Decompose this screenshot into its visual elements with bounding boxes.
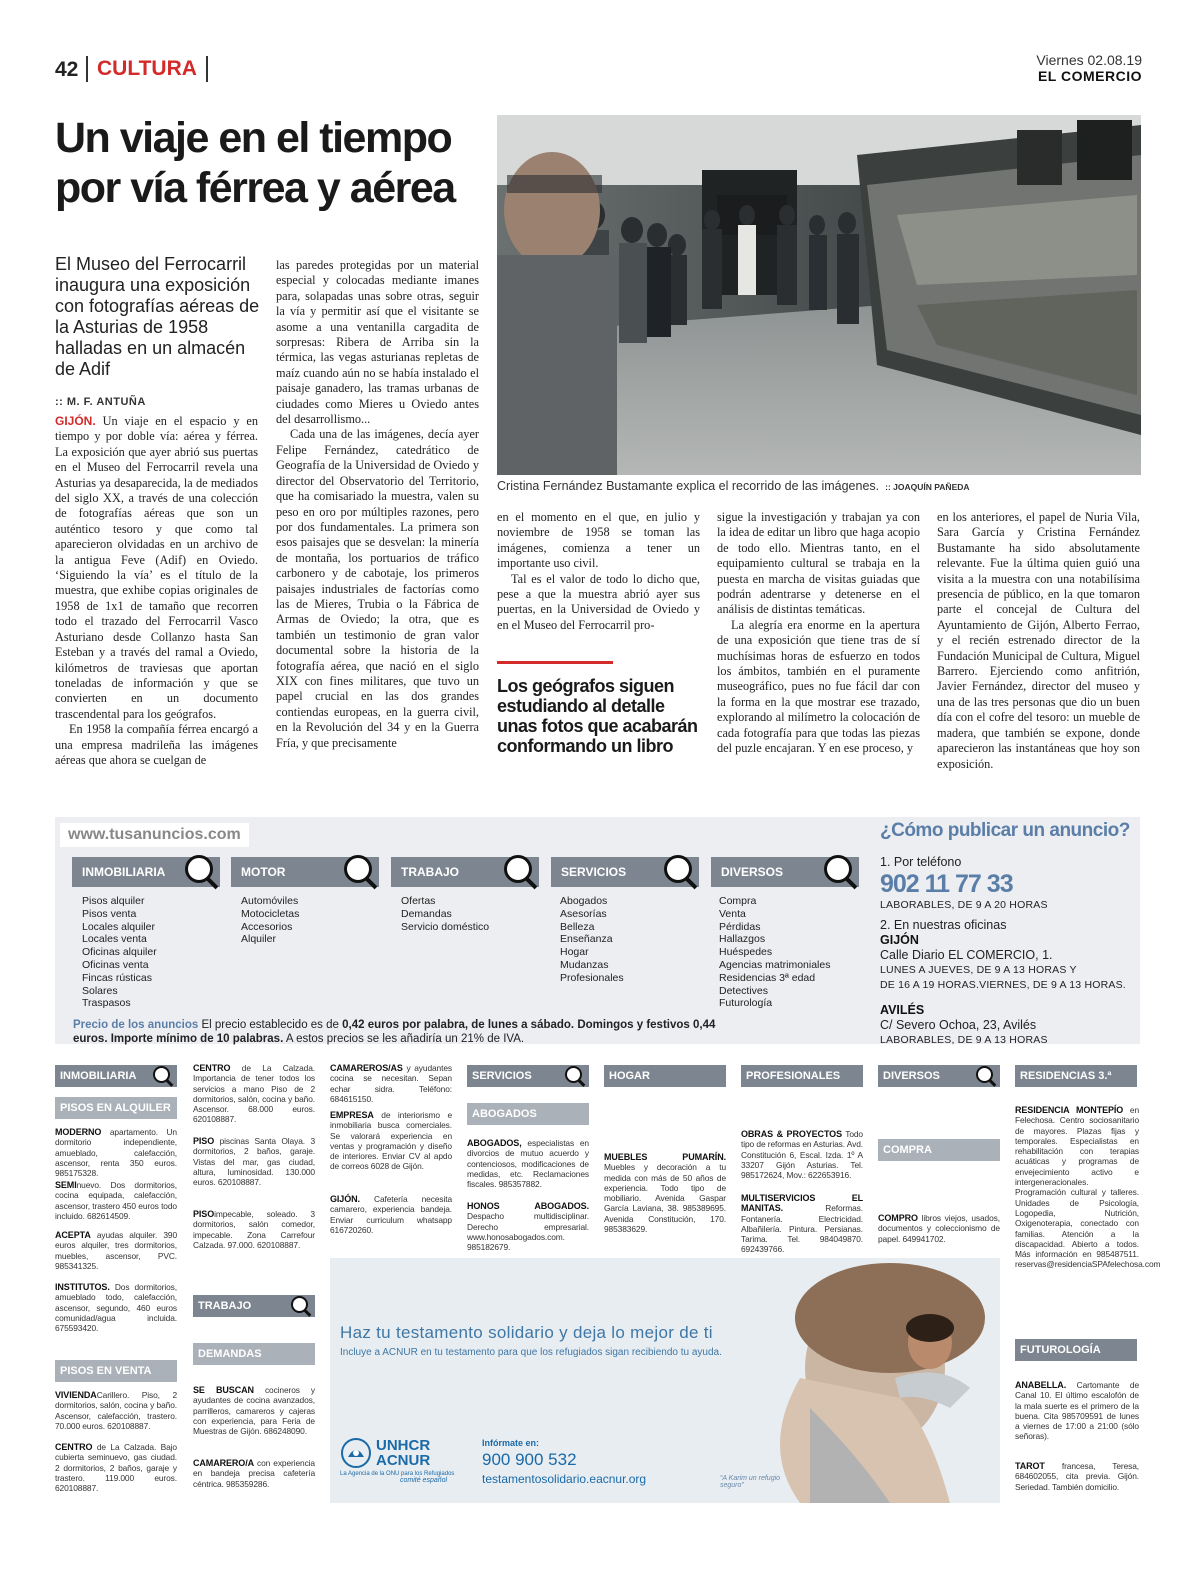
unhcr-logo-icon: [340, 1437, 372, 1469]
issue-date: Viernes 02.08.19: [1036, 52, 1142, 68]
paragraph: en los anteriores, el papel de Nuria Vila, Sara García y Cristina Fernández Bustamante ha sido absolutamente relevante. Fue la última quien guió una visita a la muestra con una notabilísima presencia de público, en la que tomaron parte el concejal de Cultura del Ayuntamiento de Gijón, Alberto Ferrao, y el recién estrenado director de la Fundación Municipal de Cultura, Miguel Barrero. Ejerciendo como anfitrión, Javier Fernández, director del museo y una de las tres personas que dio un buen día con el cofre del tesoro: un mueble de madera, que también se expone, donde aparecieron las instantáneas que hoy son exposición.: [937, 510, 1140, 771]
category-item[interactable]: Hogar: [560, 946, 589, 959]
ad-keyword: PISO: [193, 1209, 215, 1219]
classified-ad: [1015, 1461, 1139, 1492]
price-text: El precio establecido es de: [201, 1019, 339, 1031]
category-item[interactable]: Belleza: [560, 920, 595, 933]
ad-keyword: CENTRO: [55, 1442, 93, 1452]
category-item[interactable]: Accesorios: [241, 920, 293, 933]
article-column-1: [55, 414, 258, 768]
office-city-gijon: GIJÓN: [880, 933, 919, 947]
ad-keyword: ANABELLA.: [1015, 1380, 1067, 1390]
unhcr-subtitle: [340, 1471, 475, 1484]
category-item[interactable]: Asesorías: [560, 907, 607, 920]
classified-ad: [330, 1063, 452, 1104]
classified-ad: [467, 1201, 589, 1252]
ad-text: Muebles y decoración a tu medida con más de 50 años de experiencia. Todo tipo de mobiliario. Avenida Gaspar García Laviana, 38. 985389695. Avenida Constitución, 170. 985383629.: [604, 1162, 726, 1235]
ad-text: con experiencia en bandeja precisa cafetería céntrica. 985359286.: [193, 1458, 315, 1489]
category-label: INMOBILIARIA: [82, 865, 166, 879]
classified-ad: [467, 1138, 589, 1189]
office-address-aviles: C/ Severo Ochoa, 23, Avilés: [880, 1018, 1037, 1032]
deck: El Museo del Ferrocarril inaugura una exposición con fotografías aéreas de la Asturias de 1958 halladas en un almacén de Adif: [55, 254, 260, 379]
paragraph: La alegría era enorme en la apertura de una exposición que tiene tras de sí muchísimas horas de esfuerzo en todos los ámbitos, también en el puramente museográfico, pues no fue fácil dar con la forma en la que mostrar ese trazado, explorando al milímetro la colocación de cada fotografía para que todas las piezas del puzle encajaran. Y en ese proceso, y: [717, 617, 920, 756]
office-address-gijon: Calle Diario EL COMERCIO, 1.: [880, 948, 1053, 962]
category-label: TRABAJO: [401, 865, 460, 879]
ad-keyword: EMPRESA: [330, 1110, 374, 1120]
section-label: PISOS EN ALQUILER: [60, 1102, 171, 1114]
category-item[interactable]: Huéspedes: [719, 946, 773, 959]
classified-ad: [741, 1129, 863, 1180]
ad-keyword: SE BUSCAN: [193, 1385, 254, 1395]
classified-ad: [330, 1194, 452, 1235]
ad-keyword: ACEPTA: [55, 1230, 91, 1240]
caption-text: Cristina Fernández Bustamante explica el recorrido de las imágenes.: [497, 479, 880, 493]
section-label: PROFESIONALES: [746, 1070, 841, 1082]
classified-ad: [330, 1110, 452, 1172]
subsection-pisos-venta: [55, 1360, 177, 1382]
category-list-trabajo: [401, 895, 489, 933]
classified-ad: [741, 1193, 863, 1255]
org-committee: comité español: [400, 1477, 448, 1484]
category-item[interactable]: Oficinas venta: [82, 958, 149, 971]
category-label: SERVICIOS: [561, 865, 627, 879]
classifieds-phone[interactable]: 902 11 77 33: [880, 870, 1013, 898]
section-label: DIVERSOS: [883, 1070, 940, 1082]
article-column-4: [717, 510, 920, 757]
banner-subtitle: Incluye a ACNUR en tu testamento para que los refugiados sigan recibiendo tu ayuda.: [340, 1347, 722, 1358]
search-icon: [565, 1066, 582, 1083]
price-info: [73, 1018, 753, 1046]
category-item[interactable]: Alquiler: [241, 933, 277, 946]
search-icon: [344, 855, 372, 883]
section-profesionales: [741, 1065, 863, 1087]
category-label: DIVERSOS: [721, 865, 784, 879]
ad-text: Dos dormitorios, amueblado todo, calefacción, ascensor, segundo, 460 euros comunidad/agua incluida. 675593420.: [55, 1282, 178, 1334]
section-label: INMOBILIARIA: [60, 1070, 137, 1082]
section-hogar: [604, 1065, 726, 1087]
category-list-diversos: [719, 895, 830, 1010]
ad-keyword: COMPRO: [878, 1213, 918, 1223]
ad-keyword: VIVIENDA: [55, 1390, 97, 1400]
section-label: ABOGADOS: [472, 1108, 537, 1120]
ad-text: Cartomante de Canal 10. El último escalofón de la mala suerte es el primero de la buena. Cita 985709591 de lunes a viernes de 17:00 a 21:00 (sólo señoras).: [1015, 1380, 1139, 1442]
ad-keyword: GIJÓN.: [330, 1194, 360, 1204]
ad-keyword: CAMAREROS/AS: [330, 1063, 403, 1073]
category-item[interactable]: Residencias 3ª edad: [719, 971, 816, 984]
ad-text: Cafetería necesita camarero, experiencia bandeja. Enviar curriculum whatsapp 616720260.: [330, 1194, 453, 1235]
howto-step-phone: 1. Por teléfono: [880, 855, 962, 869]
category-item[interactable]: Mudanzas: [560, 958, 609, 971]
banner-info-label: Infórmate en:: [482, 1438, 540, 1448]
category-item[interactable]: Detectives: [719, 984, 769, 997]
ad-text: de La Calzada. Importancia de tener todos los servicios a mano Piso de 2 dormitorios, salón, cocina y baño. Ascensor. 68.000 euros. 620108887.: [193, 1063, 315, 1125]
paragraph: en el momento en el que, en julio y noviembre de 1958 se toman las imágenes, comienza a tener un importante uso civil.: [497, 510, 700, 571]
search-icon: [185, 855, 213, 883]
category-item[interactable]: Futurología: [719, 997, 773, 1010]
classifieds-website[interactable]: www.tusanuncios.com: [60, 823, 249, 847]
price-minimum: Importe mínimo de 10 palabras.: [110, 1033, 284, 1045]
category-item[interactable]: Locales alquiler: [82, 920, 155, 933]
banner-title: Haz tu testamento solidario y deja lo mejor de ti: [340, 1323, 713, 1342]
search-icon: [291, 1296, 308, 1313]
section-label: HOGAR: [609, 1070, 650, 1082]
ad-keyword: CAMARERO/A: [193, 1458, 254, 1468]
classified-ad: [55, 1127, 177, 1178]
category-item[interactable]: Pisos alquiler: [82, 895, 145, 907]
ad-text: de interiorismo e inmobiliaria busca comerciales. Se valorará experiencia en ventas y programación y diseño de interiores. Enviar CV al apdo de correos 6028 de Gijón.: [330, 1110, 452, 1172]
article-column-2: [276, 258, 479, 751]
category-item[interactable]: Venta: [719, 907, 746, 920]
section-label: DEMANDAS: [198, 1348, 262, 1360]
ad-keyword: INSTITUTOS.: [55, 1282, 110, 1292]
ad-text: ayudas alquiler. 390 euros alquiler, tres dormitorios, muebles, ascensor, PVC. 985341325.: [55, 1230, 177, 1271]
ad-text: Despacho multidisciplinar. Derecho empresarial. www.honosabogados.com. 985182679.: [467, 1211, 589, 1253]
category-item[interactable]: Servicio doméstico: [401, 920, 490, 933]
phone-hours: LABORABLES, DE 9 A 20 HORAS: [880, 899, 1048, 911]
classified-ad: [193, 1063, 315, 1125]
banner-quote: “A Karim un refugio seguro”: [720, 1475, 781, 1489]
article-column-3: [497, 510, 700, 633]
ad-text: libros viejos, usados, documentos y coleccionismo de papel. 649941702.: [878, 1213, 1000, 1244]
photo-caption: [497, 479, 970, 493]
category-item[interactable]: Hallazgos: [719, 933, 766, 946]
ad-keyword: MULTISERVICIOS EL MANITAS.: [741, 1193, 863, 1214]
ad-text: Reformas. Fontanería. Electricidad. Albañilería. Pintura. Persianas. Tarima. Tel. 984049870. 692439766.: [741, 1203, 863, 1255]
category-item[interactable]: Demandas: [401, 907, 452, 920]
ad-keyword: ABOGADOS,: [467, 1138, 522, 1148]
classified-ad: [55, 1230, 177, 1271]
classified-ad: [55, 1390, 177, 1431]
ad-text: y ayudantes cocina se necesitan. Sepan echar sidra. Teléfono: 684615150.: [330, 1063, 452, 1104]
ad-text: nuevo. Dos dormitorios, cocina equipada, calefacción, ascensor, trastero 450 euros todo incluido. 682614509.: [55, 1180, 177, 1221]
category-item[interactable]: Traspasos: [82, 997, 131, 1010]
dateline-city: GIJÓN.: [55, 414, 96, 428]
search-icon: [504, 855, 532, 883]
search-icon: [976, 1066, 993, 1083]
ad-keyword: CENTRO: [193, 1063, 231, 1073]
paragraph: Cada una de las imágenes, decía ayer Felipe Fernández, catedrático de Geografía de la Universidad de Oviedo y director del Observatorio del Territorio, que ha comisariado la muestra, valen su peso en oro por múltiples razones, pero por dos fundamentales. La primera son esos paisajes que se desvelan: la minería de montaña, los portuarios de tráfico carbonero y de cabotaje, los primeros paisajes industriales de factorías como las de Mieres, Trubia o la Fábrica de Armas de Oviedo; la otra, que es también un testimonio de gran valor documental sobre la historia de la fotografía aérea, que nació en el siglo XIX con fines militares, que tuvo un papel crucial en las dos grandes contiendas europeas, en la guerra civil, en la Revolución del 34 y en la Guerra Fría, y que precisamente: [276, 427, 479, 750]
section-label: COMPRA: [883, 1144, 932, 1156]
category-item[interactable]: Pisos venta: [82, 907, 137, 920]
category-item[interactable]: Abogados: [560, 895, 608, 907]
ad-text: apartamento. Un dormitorio independiente, amueblado, calefacción, ascensor, renta 350 euros. 985175328.: [55, 1127, 177, 1179]
category-item[interactable]: Automóviles: [241, 895, 299, 907]
paragraph: Un viaje en el espacio y en tiempo y por doble vía: aérea y férrea. La exposición que ayer abrió sus puertas en el Museo del Ferrocarril revela una Asturias ya desaparecida, la de mediados del siglo XX, a través de una colección de fotografías aéreas que son un auténtico tesoro y que como tal aparecieron olvidadas en un archivo de la antigua Feve (Adif) en Oviedo. ‘Siguiendo la vía’ es el título de la muestra, que exhibe copias originales de 1958 de 1x1 de tamaño que recorren todo el trazado del Ferrocarril Vasco Asturiano desde Collanzo hasta San Esteban y a través del ramal a Oviedo, kilómetros de traviesas que aportan toneladas de información y que se convierten en un documento trascendental para los geógrafos.: [55, 414, 259, 721]
category-item[interactable]: Motocicletas: [241, 907, 300, 920]
paragraph: Tal es el valor de todo lo dicho que, pese a que la muestra abrió ayer sus puertas, en la Universidad de Oviedo y en el Museo del Ferrocarril pro-: [497, 571, 700, 632]
office-hours: LABORABLES, DE 9 A 13 HORAS: [880, 1034, 1048, 1046]
classified-ad: [1015, 1105, 1161, 1270]
ad-text: cocineros y ayudantes de cocina avanzados, parrilleros, camareros y cajeras con experiencia, para Feria de Muestras de Gijón. 686248090.: [193, 1385, 315, 1437]
section-label: SERVICIOS: [472, 1070, 532, 1082]
org-name: ACNUR: [376, 1452, 431, 1469]
acnur-banner[interactable]: [330, 1258, 1000, 1503]
classified-ad: [193, 1136, 315, 1187]
section-label: TRABAJO: [198, 1300, 252, 1312]
unhcr-name: [376, 1438, 430, 1468]
ad-keyword: MODERNO: [55, 1127, 102, 1137]
ad-keyword: RESIDENCIA MONTEPÍO: [1015, 1105, 1124, 1115]
category-item[interactable]: Oficinas alquiler: [82, 946, 157, 959]
ad-text: Todo tipo de reformas en Asturias. Avd. Constitución 6, Escal. Izda. 1º A 33207 Gijón Asturias. Tel. 985172624, Mov.: 622653916.: [741, 1129, 863, 1181]
ad-text: especialistas en divorcios de mutuo acuerdo y contenciosos, modificaciones de medidas, etc. Reclamaciones fiscales. 985357882.: [467, 1138, 589, 1190]
classified-ad: [1015, 1380, 1139, 1442]
section-label: RESIDENCIAS 3.ª EDAD: [1020, 1070, 1112, 1104]
subsection-demandas: [193, 1343, 315, 1365]
price-vat: A estos precios se les añadiría un 21% de IVA.: [285, 1033, 525, 1045]
category-list-inmobiliaria: [82, 895, 157, 1010]
paragraph: las paredes protegidas por un material especial y colocadas mediante imanes para, solapadas unas sobre otras, seguir la vía y permitir así que el visitante se asome a una ventanilla cargadita de sorpresas: Ribera de Arriba sin la térmica, las vegas asturianas repletas de maíz cuando aún no se había instalado el paisaje ganadero, las tramas urbanas de ciudades como Mieres u Oviedo antes del desarrollismo...: [276, 258, 479, 427]
office-hours: LUNES A JUEVES, DE 9 A 13 HORAS Y: [880, 964, 1077, 976]
ad-text: francesa, Teresa, 684602055, cita previa. Gijón. Seriedad. También domicilio.: [1015, 1461, 1140, 1492]
ad-keyword: SEMI: [55, 1180, 77, 1190]
org-subtitle: La Agencia de la ONU para los Refugiados: [340, 1471, 455, 1477]
ad-text: de La Calzada. Bajo cubierta seminuevo, gas ciudad. 2 dormitorios, 2 baños, garaje y trastero. 119.000 euros. 620108887.: [55, 1442, 177, 1494]
ad-text: impecable, soleado. 3 dormitorios, salón comedor, impecable. Zona Carrefour Calzada. 97.000. 620108887.: [193, 1209, 315, 1250]
classified-ad: [193, 1209, 315, 1250]
price-rate: 0,42 euros por palabra, de lunes a sábado. Domingos y festivos 0,44 euros.: [73, 1019, 716, 1045]
ad-keyword: HONOS ABOGADOS.: [467, 1201, 589, 1211]
section-futurologia: [1015, 1339, 1137, 1361]
banner-website[interactable]: testamentosolidario.eacnur.org: [482, 1472, 647, 1486]
category-item[interactable]: Compra: [719, 895, 757, 907]
byline: :: M. F. ANTUÑA: [55, 396, 146, 408]
classified-ad: [55, 1282, 177, 1333]
ad-text: Carillero. Piso, 2 dormitorios, salón, cocina y baño. Ascensor, calefacción, trastero. 70.000 euros. 620108887.: [55, 1390, 177, 1431]
org-name: UNHCR: [376, 1437, 431, 1454]
page-number: 42: [55, 58, 79, 81]
photo-credit: :: JOAQUÍN PAÑEDA: [885, 482, 970, 492]
classified-ad: [193, 1385, 315, 1436]
category-item[interactable]: Locales venta: [82, 933, 147, 946]
ad-keyword: OBRAS & PROYECTOS: [741, 1129, 842, 1139]
search-icon: [153, 1066, 170, 1083]
headline: Un viaje en el tiempo por vía férrea y aérea: [55, 114, 455, 212]
classified-ad: [878, 1213, 1000, 1244]
howto-title: ¿Cómo publicar un anuncio?: [880, 820, 1130, 841]
banner-phone[interactable]: 900 900 532: [482, 1450, 577, 1469]
category-list-servicios: [560, 895, 624, 985]
ad-keyword: PISO: [193, 1136, 215, 1146]
office-hours: DE 16 A 19 HORAS.VIERNES, DE 9 A 13 HORAS.: [880, 979, 1126, 991]
category-item[interactable]: Fincas rústicas: [82, 971, 153, 984]
search-icon: [824, 855, 852, 883]
pull-quote: Los geógrafos siguen estudiando al detalle unas fotos que acabarán conformando un libro: [497, 676, 698, 756]
subsection-pisos-alquiler: [55, 1097, 177, 1119]
howto-step-office: 2. En nuestras oficinas: [880, 918, 1007, 932]
ad-keyword: TAROT: [1015, 1461, 1045, 1471]
subsection-abogados: [467, 1103, 589, 1125]
paragraph: sigue la investigación y trabajan ya con la idea de editar un libro que haga acopio de todo ello. Mientras tanto, en el equipamiento cultural se trabaja en la puesta en marcha de visitas guiadas que podrán adentrarse y detenerse en el análisis de distintas temáticas.: [717, 510, 920, 617]
category-label: MOTOR: [241, 865, 286, 879]
article-column-5: [937, 510, 1140, 772]
section-residencias: [1015, 1065, 1137, 1104]
paragraph: En 1958 la compañía férrea encargó a una empresa madrileña las imágenes aéreas que ahora se cuelgan de: [55, 722, 258, 767]
category-item[interactable]: Solares: [82, 984, 118, 997]
category-item[interactable]: Profesionales: [560, 971, 624, 984]
section-label: FUTUROLOGÍA: [1020, 1344, 1101, 1356]
category-item[interactable]: Enseñanza: [560, 933, 613, 946]
ad-text: en Felechosa. Centro sociosanitario de mayores. Plazas fijas y temporales. Especialistas en rehabilitación con terapias acuáticas y programas de envejecimiento activo e intergeneracionales. Programación cultural y talleres. Unidades de Psicología, Logopedia, Nutrición, Oxigenoterapia, conectado con familias. Atención a la discapacidad. Abierto a todos. Más información en 985487511. reservas@residenciaSPAfelechosa.com: [1015, 1105, 1161, 1270]
howto-info: [880, 855, 1140, 1048]
search-icon: [664, 855, 692, 883]
ad-keyword: MUEBLES PUMARÍN.: [604, 1152, 726, 1162]
section-label: CULTURA: [86, 56, 208, 82]
ad-text: piscinas Santa Olaya. 3 dormitorios, 2 baños, garaje. Vistas del mar, gas ciudad, altura, luminosidad. 130.000 euros. 620108887.: [193, 1136, 316, 1188]
price-label: Precio de los anuncios: [73, 1019, 199, 1031]
category-item[interactable]: Pérdidas: [719, 920, 761, 933]
category-list-motor: [241, 895, 299, 946]
classified-ad: [55, 1442, 177, 1493]
subsection-compra: [878, 1139, 1000, 1161]
office-city-aviles: AVILÉS: [880, 1003, 925, 1017]
pull-quote-rule: [497, 661, 613, 664]
exhibition-photo: [497, 115, 1141, 475]
classified-ad: [193, 1458, 315, 1489]
newspaper-name: EL COMERCIO: [1037, 68, 1142, 84]
classified-ad: [55, 1180, 177, 1221]
category-item[interactable]: Agencias matrimoniales: [719, 958, 831, 971]
section-label: PISOS EN VENTA: [60, 1365, 152, 1377]
classified-ad: [604, 1152, 726, 1234]
category-item[interactable]: Ofertas: [401, 895, 436, 907]
